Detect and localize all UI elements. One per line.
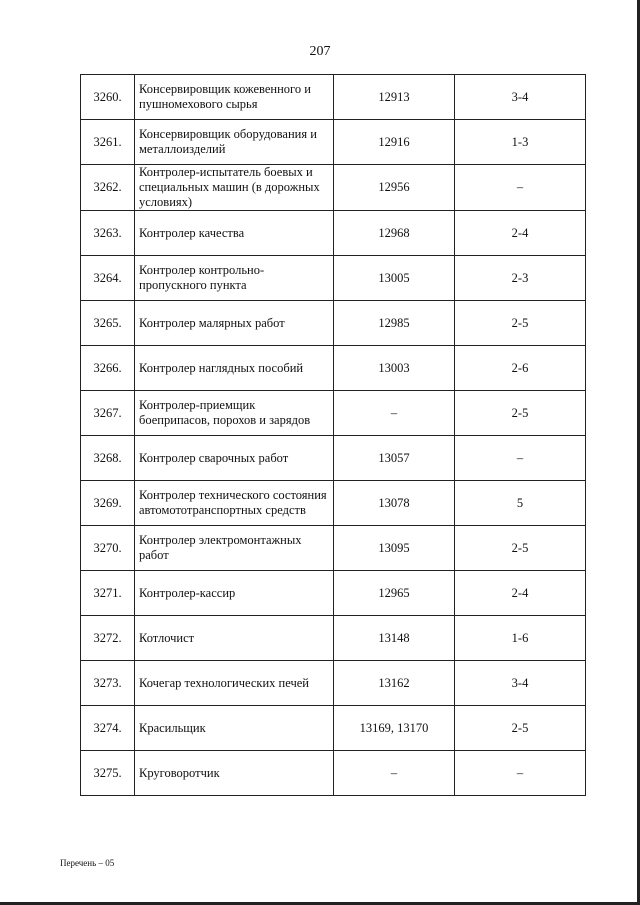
table-row <box>81 436 586 481</box>
profession-code-cell: 12965 <box>334 571 455 616</box>
profession-name-cell: Контролер сварочных работ <box>135 436 334 481</box>
profession-code-cell: 13169, 13170 <box>334 706 455 751</box>
row-number-cell: 3261. <box>81 120 135 165</box>
profession-code-cell: 13162 <box>334 661 455 706</box>
row-number-cell: 3265. <box>81 301 135 346</box>
grade-range-cell: 2-4 <box>455 571 586 616</box>
grade-range-cell: 5 <box>455 481 586 526</box>
profession-code-cell: 12968 <box>334 211 455 256</box>
profession-name-cell: Консервировщик кожевенного и пушномехового сырья <box>135 75 334 120</box>
row-number-cell: 3266. <box>81 346 135 391</box>
grade-range-cell: 2-5 <box>455 301 586 346</box>
profession-name-cell: Красильщик <box>135 706 334 751</box>
profession-name-cell: Контролер-кассир <box>135 571 334 616</box>
profession-code-cell: 13005 <box>334 256 455 301</box>
table-row <box>81 706 586 751</box>
table-row <box>81 211 586 256</box>
row-number-cell: 3268. <box>81 436 135 481</box>
grade-range-cell: – <box>455 165 586 211</box>
row-number-cell: 3272. <box>81 616 135 661</box>
profession-name-cell: Контролер-приемщик боеприпасов, порохов и зарядов <box>135 391 334 436</box>
row-number-cell: 3262. <box>81 165 135 211</box>
profession-code-cell: 13078 <box>334 481 455 526</box>
row-number-cell: 3260. <box>81 75 135 120</box>
profession-code-cell: 12985 <box>334 301 455 346</box>
grade-range-cell: 2-4 <box>455 211 586 256</box>
table-row <box>81 526 586 571</box>
profession-code-cell: – <box>334 391 455 436</box>
table-row <box>81 751 586 796</box>
profession-code-cell: 12913 <box>334 75 455 120</box>
table-body <box>81 75 586 796</box>
grade-range-cell: 2-5 <box>455 526 586 571</box>
table-row <box>81 661 586 706</box>
profession-name-cell: Контролер технического состояния автомототранспортных средств <box>135 481 334 526</box>
grade-range-cell: 2-5 <box>455 391 586 436</box>
table-row <box>81 75 586 120</box>
profession-code-cell: 12956 <box>334 165 455 211</box>
table-row <box>81 165 586 211</box>
row-number-cell: 3270. <box>81 526 135 571</box>
row-number-cell: 3271. <box>81 571 135 616</box>
grade-range-cell: 1-6 <box>455 616 586 661</box>
profession-name-cell: Контролер электромонтажных работ <box>135 526 334 571</box>
grade-range-cell: 3-4 <box>455 75 586 120</box>
profession-name-cell: Контролер малярных работ <box>135 301 334 346</box>
profession-name-cell: Контролер контрольно-пропускного пункта <box>135 256 334 301</box>
table-row <box>81 346 586 391</box>
table-row <box>81 616 586 661</box>
profession-name-cell: Контролер-испытатель боевых и специальных машин (в дорожных условиях) <box>135 165 334 211</box>
table-row <box>81 120 586 165</box>
profession-name-cell: Кочегар технологических печей <box>135 661 334 706</box>
grade-range-cell: 2-5 <box>455 706 586 751</box>
row-number-cell: 3269. <box>81 481 135 526</box>
page-number: 207 <box>309 44 331 59</box>
grade-range-cell: 2-6 <box>455 346 586 391</box>
grade-range-cell: 1-3 <box>455 120 586 165</box>
profession-code-cell: – <box>334 751 455 796</box>
row-number-cell: 3274. <box>81 706 135 751</box>
grade-range-cell: – <box>455 751 586 796</box>
profession-table <box>80 74 586 796</box>
table-row <box>81 256 586 301</box>
profession-code-cell: 13003 <box>334 346 455 391</box>
grade-range-cell: – <box>455 436 586 481</box>
profession-code-cell: 13095 <box>334 526 455 571</box>
table-row <box>81 301 586 346</box>
profession-name-cell: Котлочист <box>135 616 334 661</box>
profession-code-cell: 12916 <box>334 120 455 165</box>
table-row <box>81 571 586 616</box>
grade-range-cell: 3-4 <box>455 661 586 706</box>
row-number-cell: 3267. <box>81 391 135 436</box>
profession-code-cell: 13148 <box>334 616 455 661</box>
profession-code-cell: 13057 <box>334 436 455 481</box>
profession-name-cell: Контролер наглядных пособий <box>135 346 334 391</box>
row-number-cell: 3275. <box>81 751 135 796</box>
table-row <box>81 481 586 526</box>
row-number-cell: 3273. <box>81 661 135 706</box>
profession-name-cell: Контролер качества <box>135 211 334 256</box>
row-number-cell: 3263. <box>81 211 135 256</box>
row-number-cell: 3264. <box>81 256 135 301</box>
profession-name-cell: Круговоротчик <box>135 751 334 796</box>
profession-name-cell: Консервировщик оборудования и металлоизделий <box>135 120 334 165</box>
grade-range-cell: 2-3 <box>455 256 586 301</box>
table-row <box>81 391 586 436</box>
footer-label: Перечень – 05 <box>60 858 115 868</box>
